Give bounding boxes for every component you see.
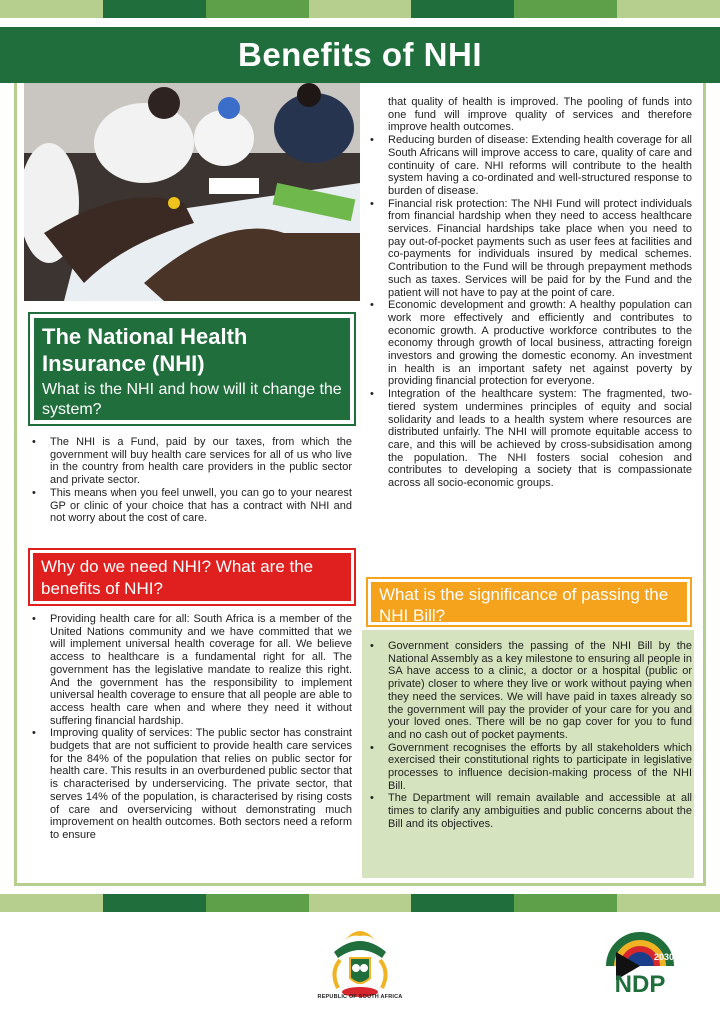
title-banner <box>0 27 720 83</box>
list-item: • The Department will remain available and accessible at all times to clarify any ambiguities and public concerns about the Bill and its objectives. <box>368 792 692 830</box>
why-heading-box <box>28 548 356 606</box>
list-item: • Integration of the healthcare system: The fragmented, two-tiered system undermines principles of equity and social solidarity and leads to a health system where resources are distributed unfairly. The NHI will promote equitable access to care, and this will be achieved by cross-subsidisation among the population. The NHI fosters social cohesion and contributes to developing a society that is compassionate across all socio-economic groups. <box>368 388 692 490</box>
coat-of-arms-logo <box>312 922 408 1004</box>
significance-bullet-list <box>368 640 692 831</box>
page-title: Benefits of NHI <box>237 36 482 73</box>
list-item: • Reducing burden of disease: Extending health coverage for all South Africans will improve access to care, quality of care and continuity of care. NHI reforms will contribute to the health system having a co-ordinated and well-structured response to burden of disease. <box>368 134 692 198</box>
ndp-year: 2030 <box>654 952 675 962</box>
significance-heading: What is the significance of passing the NHI Bill? <box>371 582 687 622</box>
ndp-2030-logo <box>600 926 680 996</box>
nhi-bullet-list <box>30 436 352 525</box>
significance-heading-box <box>366 577 692 627</box>
list-item: • Providing health care for all: South Africa is a member of the United Nations community and we have committed that we will implement universal health coverage for all. We believe access to healthcare is a fundamental right for all. The government has the legislative mandate to realize this right. And the government has the responsibility to implement universal health coverage to ensure that all people are able to access health care when and where they need it without suffering financial hardship. <box>30 613 352 727</box>
list-item: • Economic development and growth: A healthy population can work more effectively and efficiently and contributes to economic growth. A productive workforce contributes to the economy through growth of local business, attracting foreign investors and growing the domestic economy. An investment in health is an important safety net against poverty by providing financial protection for everyone. <box>368 299 692 388</box>
bottom-color-stripe <box>0 894 720 912</box>
list-item: • The NHI is a Fund, paid by our taxes, from which the government will buy health care services for all of us who live in the country from health care providers in the public sector and private sector. <box>30 436 352 487</box>
nhi-heading-box <box>28 312 356 426</box>
clinic-photo <box>24 83 360 301</box>
list-item: • Government recognises the efforts by all stakeholders which exercised their constitutional rights to participate in legislative processes to influence decision-making process of the NHI Bill. <box>368 742 692 793</box>
nhi-subheading: What is the NHI and how will it change the system? <box>42 381 342 418</box>
list-item: • Improving quality of services: The public sector has constraint budgets that are not sufficient to provide health care services for the 84% of the population that relies on public sector for health care. This results in an overburdened public sector that is characterised by underservicing. The private sector, that serves 14% of the population, is characterised by rising costs of care and overservicing without demonstrating much improvement on health outcomes. Both sectors need a reform to ensure <box>30 727 352 841</box>
top-color-stripe <box>0 0 720 18</box>
ndp-text: NDP <box>614 971 666 996</box>
benefits-bullet-list <box>368 96 692 490</box>
why-bullet-list <box>30 613 352 842</box>
list-item-continuation: that quality of health is improved. The pooling of funds into one fund will improve quality of services and therefore improve health outcomes. <box>388 96 692 134</box>
why-heading: Why do we need NHI? What are the benefits of NHI? <box>33 553 351 601</box>
list-item: • This means when you feel unwell, you can go to your nearest GP or clinic of your choice that has a contract with NHI and not worry about the cost of care. <box>30 487 352 525</box>
crest-caption: REPUBLIC OF SOUTH AFRICA <box>317 994 403 1000</box>
list-item: • Government considers the passing of the NHI Bill by the National Assembly as a key milestone to ensuring all people in SA have access to a clinic, a doctor or a hospital (public or private) closer to where they live or work without paying when they need the services. We will have paid in taxes already so the government will pay the provider of your care for you and your loved ones. There will be no gap cover for you to fund and no cash out of pocket payments. <box>368 640 692 742</box>
list-item: • Financial risk protection: The NHI Fund will protect individuals from financial hardship when they need to access healthcare services. Financial hardships take place when you need to pay out-of-pocket payments such as user fees at facilities and co-payments for individuals insured by medical schemes. Contribution to the Fund will be through prepayment methods such as taxes. Services will be paid for by the Fund and the patient will not have to pay at the point of care. <box>368 198 692 300</box>
nhi-heading: The National Health Insurance (NHI) <box>42 324 248 376</box>
